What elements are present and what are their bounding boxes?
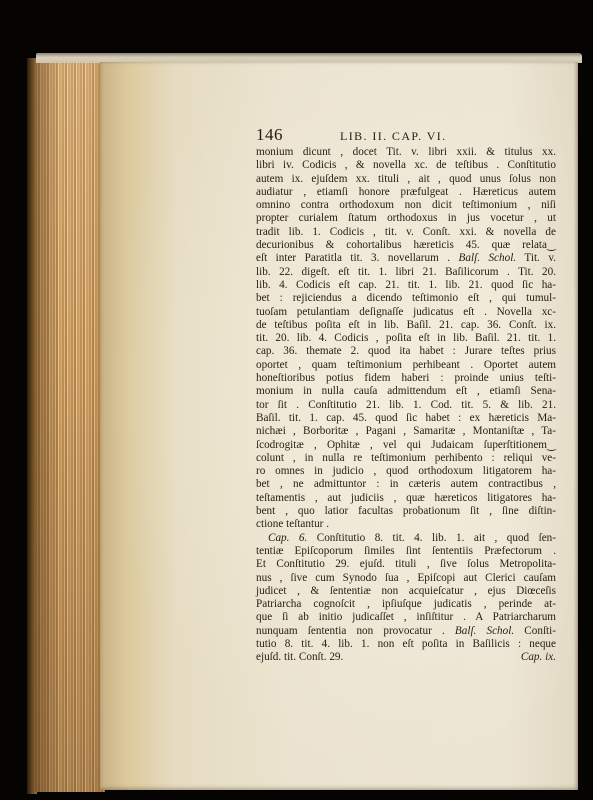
text-line	[256, 439, 556, 452]
text-line	[256, 266, 556, 279]
text-line	[256, 279, 556, 292]
text-segment: audiatur , etiamſi honore præfulgeat . Hæreticus autem	[256, 185, 556, 198]
text-line	[256, 345, 556, 358]
text-segment: tit. 20. lib. 4. Codicis , poſita eſt in lib. Baſil. 21. tit. 1.	[256, 332, 556, 345]
text-line	[256, 332, 556, 345]
text-line	[256, 212, 556, 225]
text-segment: autem ix. ejuſdem xx. tituli , ait , quod unus ſolus non	[256, 172, 556, 185]
text-line	[256, 638, 556, 651]
running-head: LIB. II. CAP. VI.	[340, 129, 447, 143]
text-line	[256, 492, 556, 505]
text-segment: monium dicunt , docet Tit. v. libri xxii. & titulus xx.	[256, 146, 556, 158]
text-line	[256, 186, 556, 199]
text-line	[256, 598, 556, 611]
text-segment: honeſtioribus potius fidem haberi : proinde unius teſti-	[256, 372, 556, 385]
text-segment: ejuſd. tit. Conſt. 29.	[256, 651, 344, 664]
page-number: 146	[256, 125, 283, 144]
line-text	[256, 651, 343, 664]
italic-text: Balſ. Schol.	[458, 252, 517, 265]
text-segment: tentiæ Epiſcoporum ſimiles ſint ſententiis Præfectorum .	[256, 544, 556, 557]
text-segment: monium in nulla cauſa admittendum eſt , etiamſi Sena-	[256, 385, 556, 398]
text-line	[256, 478, 556, 491]
italic-text: Cap. 6.	[268, 531, 308, 544]
text-line	[256, 611, 556, 624]
text-line	[256, 372, 556, 385]
text-line	[256, 572, 556, 585]
text-segment: Conſti-	[514, 624, 556, 637]
catchword: Cap. ix.	[520, 651, 556, 664]
text-line	[256, 226, 556, 239]
italic-text: Balſ. Schol.	[454, 624, 515, 637]
text-segment: judicet , & ſententiæ non acquieſcatur , ejus Diœceſis	[256, 584, 556, 597]
text-block	[256, 146, 556, 665]
text-segment: nichæi , Borboritæ , Pagani , Samaritæ , Montaniſtæ , Ta-	[256, 425, 556, 438]
text-segment: Baſil. tit. 1. cap. 45. quod ſic habet : ex hæreticis Ma-	[256, 411, 556, 424]
text-line	[256, 199, 556, 212]
text-segment: bent , quo latior facultas probationum ſit , ſine diſtin-	[256, 505, 556, 518]
text-line	[256, 306, 556, 319]
text-line	[256, 651, 556, 664]
text-segment: Et Conſtitutio 29. ejuſd. tituli , ſive ſolus Metropolita-	[256, 558, 556, 571]
text-line	[256, 518, 556, 531]
text-segment: tradit lib. 1. Codicis , tit. v. Conſt. xxi. & novella de	[256, 225, 556, 238]
text-segment: nunquam ſententia non provocatur .	[256, 624, 455, 637]
text-segment: ro omnes in judicio , quod orthodoxum litigatorem ha-	[256, 465, 556, 478]
text-segment: propter curialem ſtatum orthodoxus in jus vocetur , ut	[256, 212, 556, 225]
text-segment: eſt inter Paratitla tit. 3. novellarum .	[256, 252, 459, 265]
text-line	[256, 505, 556, 518]
text-line	[256, 239, 556, 252]
text-segment: que ſi ab initio judicaſſet , inſiſtitur . A Patriarcharum	[256, 611, 556, 624]
text-line	[256, 545, 556, 558]
text-line	[256, 558, 556, 571]
text-segment: lib. 4. Codicis eſt cap. 21. tit. 1. lib. 21. quod ſic ha-	[256, 278, 556, 291]
text-segment: Conſtitutio 8. tit. 4. lib. 1. ait , quod ſen-	[307, 531, 556, 544]
text-line	[256, 465, 556, 478]
text-segment: ctione teſtantur .	[256, 518, 330, 531]
text-segment: Tit. v.	[516, 252, 556, 265]
text-line	[256, 425, 556, 438]
text-line	[256, 292, 556, 305]
page-edges	[35, 62, 105, 792]
text-line	[256, 532, 556, 545]
text-segment: colunt , in nulla re teſtimonium perhibento : reliqui ve-	[256, 451, 556, 464]
text-line	[256, 625, 556, 638]
book-page	[100, 62, 578, 790]
text-line	[256, 452, 556, 465]
text-segment: bet , ne admittuntor : in cæteris autem contractibus ,	[256, 478, 556, 491]
text-line	[256, 359, 556, 372]
text-segment: teſtamentis , aut judiciis , quæ hæreticos litigatores ha-	[256, 491, 556, 504]
text-line	[256, 146, 556, 159]
text-segment: de teſtibus poſita eſt in lib. Baſil. 21. cap. 36. Conſt. ix.	[256, 318, 556, 331]
text-line	[256, 385, 556, 398]
text-line	[256, 252, 556, 265]
text-segment: bet : rejiciendus a dicendo teſtimonio eſt , qui tumul-	[256, 292, 556, 305]
text-segment: cap. 36. themate 2. quod ita habet : Jurare teſtes prius	[256, 345, 556, 358]
text-line	[256, 159, 556, 172]
text-segment: oportet , quam teſtimonium perhibeant . Oportet autem	[256, 358, 556, 371]
text-segment: tuoſam petulantiam deſignaſſe judicatus eſt . Novella xc-	[256, 305, 556, 318]
text-line	[256, 399, 556, 412]
text-segment: Patriarcha cognoſcit , ipſiuſque judicatis , perinde at-	[256, 598, 556, 611]
text-line	[256, 412, 556, 425]
text-line	[256, 585, 556, 598]
text-segment: libri iv. Codicis , & novella xc. de teſtibus . Conſtitutio	[256, 159, 556, 172]
text-segment: tor ſit . Conſtitutio 21. lib. 1. Cod. tit. 5. & lib. 21.	[256, 398, 556, 411]
text-segment: decurionibus & cohortalibus hæreticis 45. quæ relata‿	[256, 239, 556, 252]
text-segment: ſcodrogitæ , Ophitæ , vel qui Judaicam ſuperſtitionem‿	[256, 438, 556, 451]
text-segment: nus , ſive cum Synodo ſua , Epiſcopi aut Clerici cauſam	[256, 571, 556, 584]
text-line	[256, 173, 556, 186]
text-segment: tutio 8. tit. 4. lib. 1. non eſt poſita in Baſilicis : neque	[256, 637, 556, 650]
text-line	[256, 319, 556, 332]
text-segment: lib. 22. digeſt. eſt tit. 1. libri 21. Baſilicorum . Tit. 20.	[256, 265, 556, 278]
text-segment: omnino contra orthodoxum non dicit teſtimonium , niſi	[256, 199, 556, 212]
